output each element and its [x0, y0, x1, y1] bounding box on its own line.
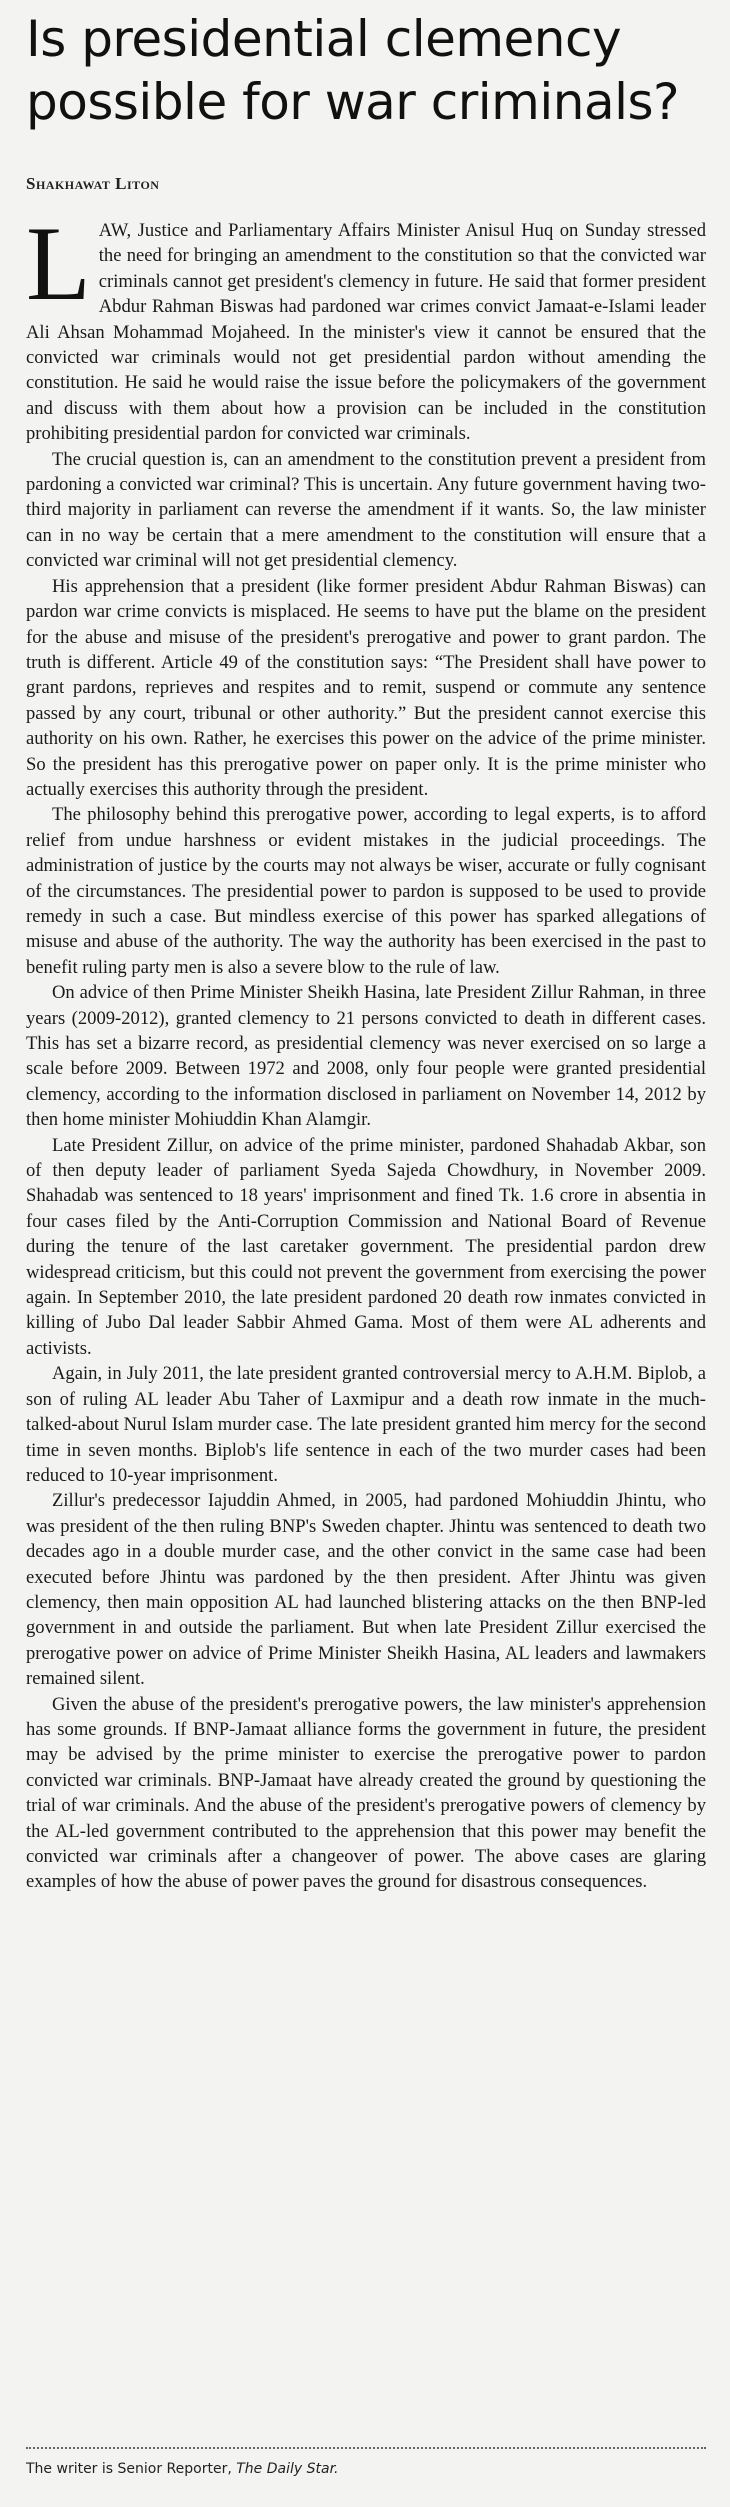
article-body [26, 205, 706, 1895]
article-paragraph: Zillur's predecessor Iajuddin Ahmed, in 2005, had pardoned Mohiuddin Jhintu, who was president of the then ruling BNP's Sweden chapter. Jhintu was sentenced to death two decades ago in a double murder case, and the other convict in the same case had been executed before Jhintu was pardoned by the then president. After Jhintu was given clemency, then main opposition AL had launched blistering attacks on the then BNP-led government in and outside the parliament. But when late President Zillur exercised the prerogative power on advice of Prime Minister Sheikh Hasina, AL leaders and lawmakers remained silent. [26, 1490, 706, 1690]
article-paragraph: His apprehension that a president (like former president Abdur Rahman Biswas) can pardon war crime convicts is misplaced. He seems to have put the blame on the president for the abuse and misuse of the president's prerogative and power to grant pardon. The truth is different. Article 49 of the constitution says: “The President shall have power to grant pardons, reprieves and respites and to remit, suspend or commute any sentence passed by any court, tribunal or other authority.” But the president cannot exercise this authority on his own. Rather, he exercises this power on the advice of the prime minister. So the president has this prerogative power on paper only. It is the prime minister who actually exercises this authority through the president. [26, 575, 706, 800]
article-paragraph: The philosophy behind this prerogative power, according to legal experts, is to afford relief from undue harshness or evident mistakes in the judicial proceedings. The administration of justice by the courts may not always be wiser, accurate or fully cognisant of the circumstances. The presidential power to pardon is supposed to be used to provide remedy in such a case. But mindless exercise of this power has sparked allegations of misuse and abuse of the authority. The way the authority has been exercised in the past to benefit ruling party men is also a severe blow to the rule of law. [26, 804, 706, 978]
publication-name: The Daily Star. [236, 2461, 339, 2477]
byline: Shakhawat Liton [26, 174, 160, 193]
article-paragraph: On advice of then Prime Minister Sheikh Hasina, late President Zillur Rahman, in three years (2009-2012), granted clemency to 21 persons convicted to death in different cases. This has set a bizarre record, as presidential clemency was never exercised on so large a scale before 2009. Between 1972 and 2008, only four people were granted presidential clemency, according to the information disclosed in parliament on November 14, 2012 by then home minister Mohiuddin Khan Alamgir. [26, 982, 706, 1131]
article-paragraph: Again, in July 2011, the late president granted controversial mercy to A.H.M. Biplob, a son of ruling AL leader Abu Taher of Laxmipur and a death row inmate in the much-talked-about Nurul Islam murder case. The late president granted him mercy for the second time in seven months. Biplob's life sentence in each of the two murder cases had been reduced to 10-year imprisonment. [26, 1363, 706, 1486]
dotted-divider [26, 2447, 706, 2449]
author-note-lead: The writer is Senior Reporter, [26, 2461, 232, 2477]
article-paragraph: The crucial question is, can an amendment to the constitution prevent a president from pardoning a convicted war criminal? This is uncertain. Any future government having two-third majority in parliament can reverse the amendment if it wants. So, the law minister can in no way be certain that a mere amendment to the constitution will ensure that a convicted war criminal will not get presidential clemency. [26, 448, 706, 572]
paragraph-text: AW, Justice and Parliamentary Affairs Minister Anisul Huq on Sunday stressed the need for bringing an amendment to the constitution so that the convicted war criminals cannot get president's clemency in future. He said that former president Abdur Rahman Biswas had pardoned war crimes convict Jamaat-e-Islami leader Ali Ahsan Mohammad Mojaheed. In the minister's view it cannot be ensured that the convicted war criminals would not get presidential pardon without amending the constitution. He said he would raise the issue before the policymakers of the government and discuss with them about how a provision can be included in the constitution prohibiting presidential pardon for convicted war criminals. [26, 220, 706, 445]
article-title: Is presidential clemency possible for war criminals? [26, 10, 680, 131]
article-paragraph [26, 205, 706, 447]
article-paragraph: Late President Zillur, on advice of the prime minister, pardoned Shahadab Akbar, son of then deputy leader of parliament Syeda Sajeda Chowdhury, in November 2009. Shahadab was sentenced to 18 years' imprisonment and fined Tk. 1.6 crore in absentia in four cases filed by the Anti-Corruption Commission and National Board of Revenue during the tenure of the last caretaker government. The presidential pardon drew widespread criticism, but this could not prevent the government from exercising the power again. In September 2010, the late president pardoned 20 death row inmates convicted in killing of Jubo Dal leader Sabbir Ahmed Gama. Most of them were AL adherents and activists. [26, 1134, 706, 1359]
article-paragraph: Given the abuse of the president's prerogative powers, the law minister's apprehension has some grounds. If BNP-Jamaat alliance forms the government in future, the president may be advised by the prime minister to exercise the prerogative power to pardon convicted war criminals. BNP-Jamaat have already created the ground by questioning the trial of war criminals. And the abuse of the president's prerogative powers of clemency by the AL-led government contributed to the apprehension that this power may benefit the convicted war criminals after a changeover of power. The above cases are glaring examples of how the abuse of power paves the ground for disastrous consequences. [26, 1693, 706, 1893]
author-note [26, 2461, 339, 2477]
drop-cap: L [26, 205, 91, 322]
